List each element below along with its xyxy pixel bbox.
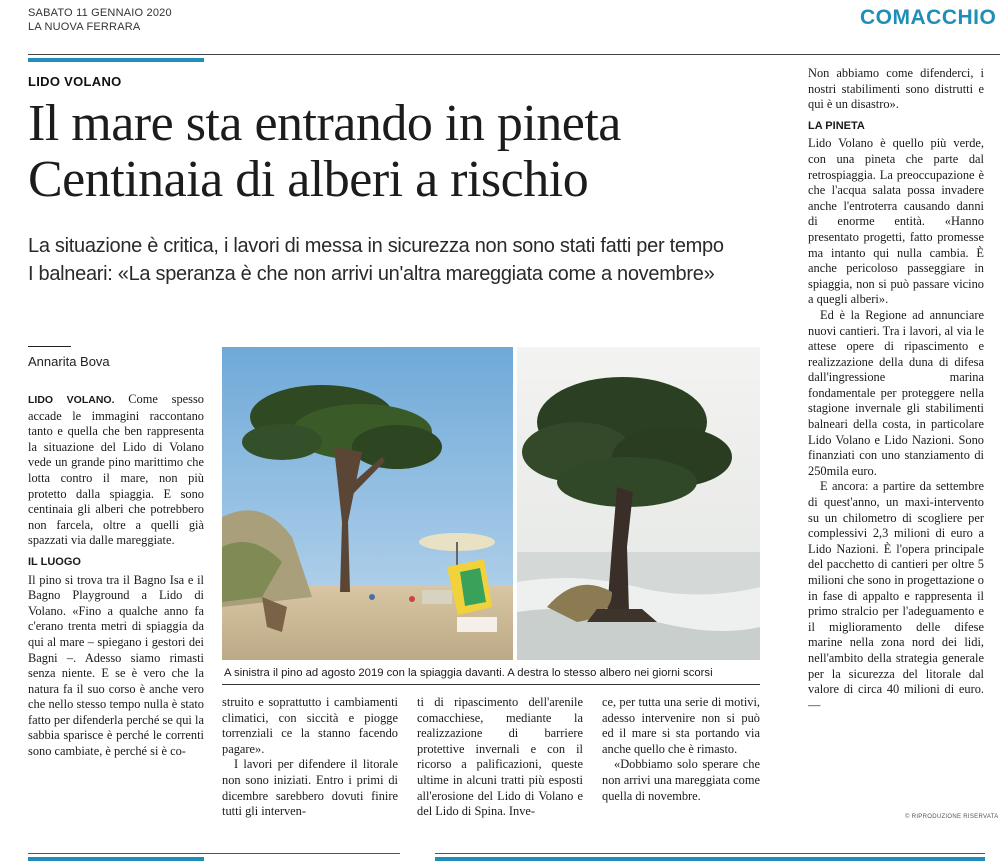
caption-rule bbox=[222, 684, 760, 685]
column-2 bbox=[222, 695, 398, 820]
column-4 bbox=[602, 695, 760, 804]
subtitle-la-pineta: LA PINETA bbox=[808, 119, 865, 132]
col5-paragraph-2: Ed è la Regione ad annunciare nuovi cantieri. Tra i lavori, al via le attese opere di ripascimento e realizzazione della duna di difesa dall'ingressione marina fondamentale per proteggere nella stagione invernale gli stabilimenti balneari della costa, in particolare Lido Volano e Lido Nazioni. Sono finanziati con uno stanziamento di 250mila euro. bbox=[808, 307, 984, 478]
lead-tag: LIDO VOLANO. bbox=[28, 394, 115, 406]
column-5 bbox=[808, 66, 984, 713]
newspaper-name: LA NUOVA FERRARA bbox=[28, 21, 141, 33]
footer-accent-bar-left bbox=[28, 857, 204, 861]
col4-paragraph-2: «Dobbiamo solo sperare che non arrivi una mareggiata come quella di novembre. bbox=[602, 757, 760, 803]
col4-paragraph-1: ce, per tutta una serie di motivi, adesso intervenire non si può ed il mare si sta portando via anche quello che è rimasto. bbox=[602, 695, 760, 756]
col1-paragraph-2: Il pino si trova tra il Bagno Isa e il Bagno Playground a Lido di Volano. «Fino a qualche anno fa c'erano trenta metri di spiaggia da qui al mare – spiegano i gestori dei Bagni –. Adesso siamo rimasti senza niente. E se è vero che la natura fa il suo corso è anche vero che nello stesso tempo nulla è stato fatto per difenderla perché se qui la sabbia sparisce è perché le correnti sono cambiate, è perché si è co- bbox=[28, 572, 204, 759]
col5-paragraph-1: Lido Volano è quello più verde, con una pineta che parte dal retrospiaggia. La preoccupazione è che l'acqua salata possa invadere anche l'entroterra causando danni di enorme entità. «Hanno presentato progetti, fatto promesse ma intanto qui nulla cambia. È anche pericoloso passeggiare in spiaggia, non si può passare vicino a quegli alberi». bbox=[808, 136, 984, 307]
col2-paragraph-1: struito e soprattutto i cambiamenti climatici, con siccità e piogge torrenziali ce la stanno facendo pagare». bbox=[222, 695, 398, 756]
col5-paragraph-0: Non abbiamo come difenderci, i nostri stabilimenti sono distrutti e qui è un disastro». bbox=[808, 66, 984, 112]
footer-accent-bar-right bbox=[435, 857, 985, 861]
reproduction-notice: © RIPRODUZIONE RISERVATA bbox=[905, 814, 999, 820]
col3-paragraph-1: ti di ripascimento dell'arenile comacchiese, mediante la realizzazione di barriere protettive invernali e con il ricorso a palificazioni, queste ultime in alcuni tratti più esposti all'erosione del Lido di Volano e del Lido di Spina. Inve- bbox=[417, 695, 583, 819]
kicker: LIDO VOLANO bbox=[28, 74, 122, 89]
section-title: COMACCHIO bbox=[860, 6, 997, 29]
byline: Annarita Bova bbox=[28, 354, 110, 369]
col2-paragraph-2: I lavori per difendere il litorale non sono iniziati. Entro i primi di dicembre sarebbero dovuti finire tutti gli interven- bbox=[222, 757, 398, 819]
photo-right bbox=[517, 347, 760, 660]
header-rule bbox=[28, 54, 1000, 55]
column-1 bbox=[28, 392, 204, 760]
photo-left bbox=[222, 347, 513, 660]
photo-left-image bbox=[222, 347, 513, 660]
photo-caption: A sinistra il pino ad agosto 2019 con la spiaggia davanti. A destra lo stesso albero nei giorni scorsi bbox=[224, 667, 713, 679]
subhead-line-1: La situazione è critica, i lavori di messa in sicurezza non sono stati fatti per tempo bbox=[28, 235, 724, 257]
footer-rule-right bbox=[435, 853, 985, 854]
subhead-line-2: I balneari: «La speranza è che non arrivi un'altra mareggiata come a novembre» bbox=[28, 263, 715, 285]
byline-rule bbox=[28, 346, 71, 347]
column-3 bbox=[417, 695, 583, 820]
headline-line-2: Centinaia di alberi a rischio bbox=[28, 151, 589, 208]
col1-paragraph-1: Come spesso accade le immagini raccontano tanto e quella che ben rappresenta la situazione del Lido di Volano vede un grande pino marittimo che lotta contro il mare, non più protetto dalla spiaggia. E sono centinaia gli alberi che potrebbero non farcela, oltre a quelli già spazzati via dalle mareggiate. bbox=[28, 392, 204, 548]
subtitle-il-luogo: IL LUOGO bbox=[28, 555, 81, 568]
header-accent-bar bbox=[28, 58, 204, 62]
footer-rule-left bbox=[28, 853, 400, 854]
date-line: SABATO 11 GENNAIO 2020 bbox=[28, 7, 172, 19]
col5-paragraph-3: E ancora: a partire da settembre di quest'anno, un maxi-intervento su un chilometro di scogliere per complessivi 2,3 milioni di euro a Lido Nazioni. È l'opera principale del pacchetto di cantieri per oltre 5 milioni che sono in progettazione o in fase di appalto e rappresenta il primo stralcio per l'adeguamento e il miglioramento delle difese marine nella zona nord dei lidi, nell'ambito della strategia generale per la sicurezza del litorale dal valore di circa 40 milioni di euro. — bbox=[808, 479, 984, 712]
headline-line-1: Il mare sta entrando in pineta bbox=[28, 95, 621, 152]
photo-right-image bbox=[517, 347, 760, 660]
